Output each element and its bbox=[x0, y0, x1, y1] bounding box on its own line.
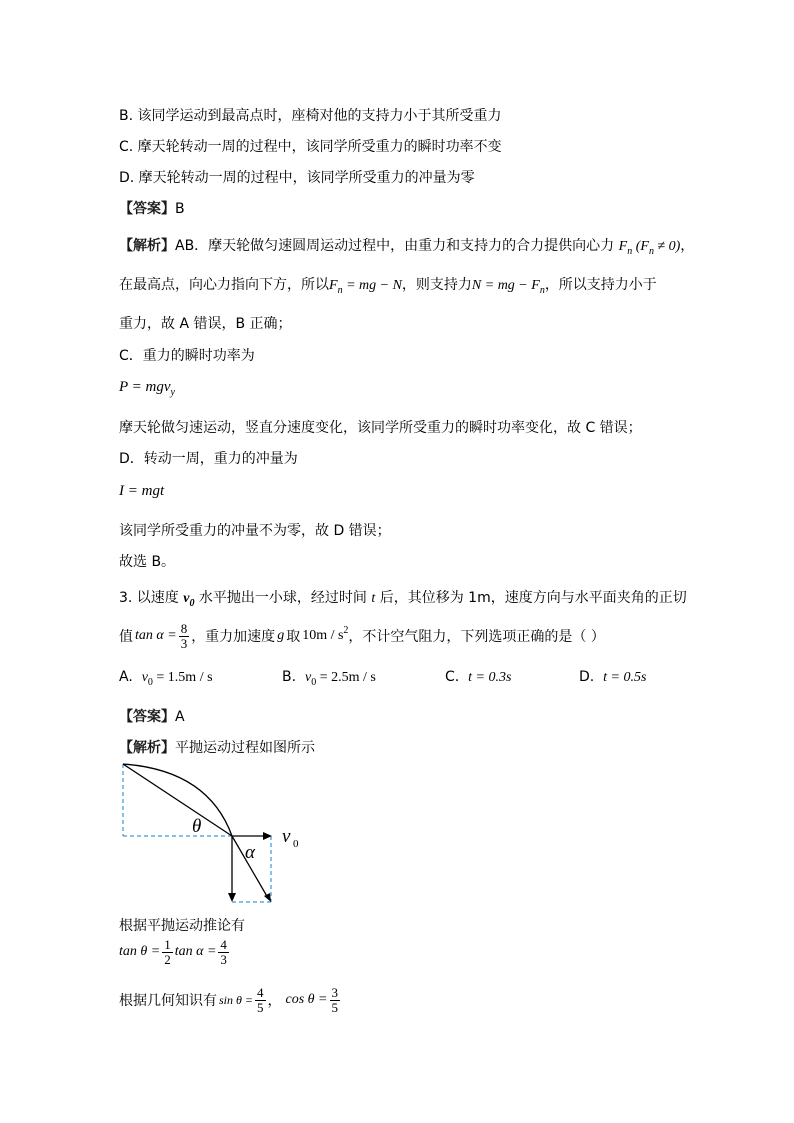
theta-label: θ bbox=[192, 816, 202, 837]
formula-power: P = mgv$_y$ bbox=[119, 379, 175, 398]
q3-option-b: B. $v_0 = 2.5m / s$ bbox=[282, 669, 376, 688]
q2-answer bbox=[119, 198, 185, 218]
alpha-label: α bbox=[245, 842, 255, 863]
q3-option-c: C. t = 0.3s bbox=[445, 669, 512, 685]
formula-fn: $F_n$ $(F_n \ne 0)$ bbox=[618, 239, 681, 257]
q2-d-line: D．转动一周，重力的冲量为 bbox=[119, 451, 298, 467]
fraction-1-2: $\frac{1}{2}$ bbox=[164, 937, 171, 967]
q3-option-a: A. $v_0 = 1.5m / s$ bbox=[119, 669, 213, 688]
q3-answer: 【答案】A bbox=[119, 709, 185, 725]
fraction-4-3: $\frac{4}{3}$ bbox=[220, 937, 227, 967]
q3-stem-line2: 值 tan α = $\frac{8}{3}$ ，重力加速度 g 取 $10m / s^2$ ，不计空气阻力，下列选项正确的是（ ） bbox=[119, 621, 605, 651]
q2-ab-line3: 重力，故 A 错误，B 正确； bbox=[119, 316, 292, 332]
q2-conclusion: 故选 B。 bbox=[119, 554, 176, 570]
formula-fn-eq: $F_n$ = mg − N bbox=[329, 278, 402, 296]
q2-analysis-ab bbox=[119, 235, 694, 255]
v-arrowhead bbox=[264, 893, 271, 902]
option-b: B. 该同学运动到最高点时，座椅对他的支持力小于其所受重力 bbox=[119, 108, 502, 124]
v0-sub-label: 0 bbox=[293, 838, 299, 850]
formula-tan-theta: tan θ = $\frac{1}{2}$ tan α = $\frac{4}{3}$ bbox=[119, 937, 227, 967]
fraction-8-3: $\frac{8}{3}$ bbox=[180, 621, 188, 651]
analysis-tag: 【解析】 bbox=[119, 238, 175, 254]
formula-impulse: I = mgt bbox=[119, 483, 165, 499]
q3-geometry: 根据几何知识有 sin θ = $\frac{4}{5}$ ， cos θ = $\frac{3}{5}$ bbox=[119, 985, 338, 1015]
q3-stem-line1: 3. 以速度 $v_0$ 水平抛出一小球，经过时间 t 后，其位移为 1m，速度方向与水平面夹角的正切 bbox=[119, 590, 687, 609]
option-d: D. 摩天轮转动一周的过程中，该同学所受重力的冲量为零 bbox=[119, 170, 475, 186]
vy-arrowhead bbox=[228, 893, 236, 902]
displacement-line bbox=[123, 764, 232, 836]
q3-inference: 根据平抛运动推论有 bbox=[119, 918, 245, 934]
option-c: C. 摩天轮转动一周的过程中，该同学所受重力的瞬时功率不变 bbox=[119, 139, 502, 155]
projectile-diagram bbox=[118, 760, 318, 908]
formula-n-eq: N = mg − $F_n$ bbox=[471, 278, 545, 296]
q2-c-line: C．重力的瞬时功率为 bbox=[119, 348, 255, 364]
q2-d-reason: 该同学所受重力的冲量不为零，故 D 错误； bbox=[119, 523, 391, 539]
v0-label: v bbox=[282, 826, 291, 847]
answer-value: B bbox=[175, 201, 185, 217]
fraction-4-5: $\frac{4}{5}$ bbox=[257, 985, 264, 1015]
ab-text: AB．摩天轮做匀速圆周运动过程中，由重力和支持力的合力提供向心力 bbox=[175, 238, 615, 254]
ab-comma: ， bbox=[680, 238, 695, 254]
q3-analysis: 【解析】平抛运动过程如图所示 bbox=[119, 740, 315, 756]
fraction-3-5: $\frac{3}{5}$ bbox=[331, 985, 338, 1015]
q2-analysis-ab-line2: 在最高点，向心力指向下方，所以$F_n$ = mg − N，则支持力N = mg − $F_n$，所以支持力小于 bbox=[119, 277, 657, 296]
answer-tag: 【答案】 bbox=[119, 201, 175, 217]
q2-c-reason: 摩天轮做匀速运动，竖直分速度变化，该同学所受重力的瞬时功率变化，故 C 错误； bbox=[119, 420, 642, 436]
q3-option-d: D. t = 0.5s bbox=[579, 669, 647, 685]
